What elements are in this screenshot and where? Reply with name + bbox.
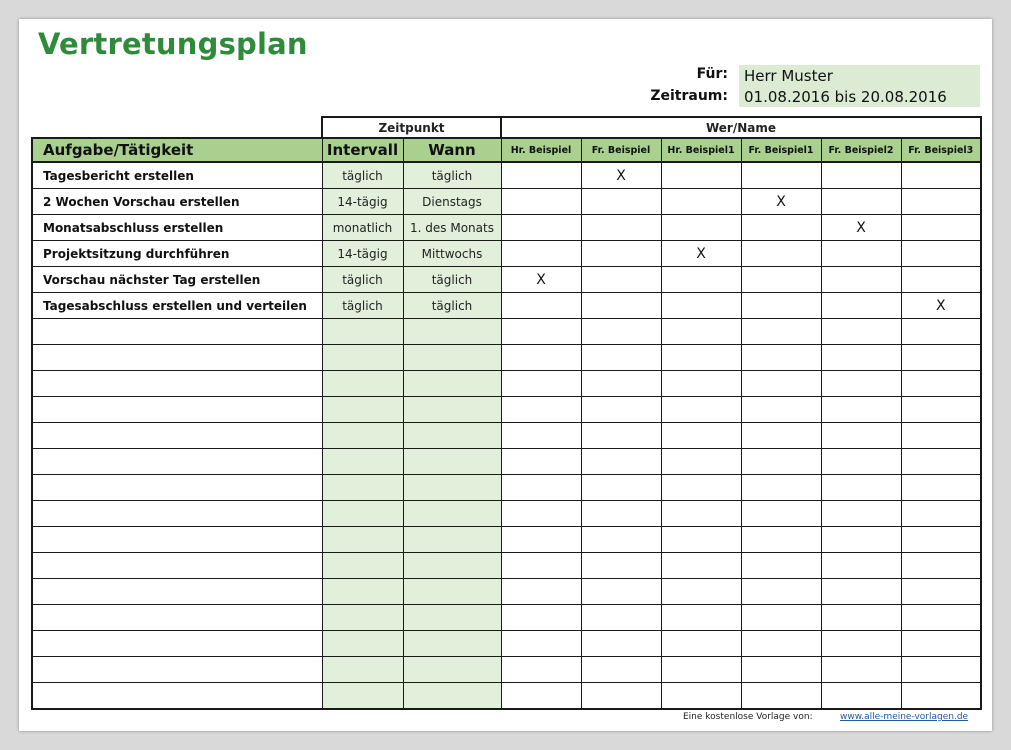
footer-link[interactable]: www.alle-meine-vorlagen.de <box>840 712 969 722</box>
assignment-cell[interactable] <box>741 631 821 657</box>
assignment-cell[interactable] <box>501 683 581 710</box>
assignment-cell[interactable] <box>501 293 581 319</box>
wann-cell[interactable] <box>403 319 501 345</box>
task-cell[interactable] <box>32 683 322 710</box>
assignment-cell[interactable] <box>501 527 581 553</box>
assignment-cell[interactable] <box>581 527 661 553</box>
assignment-cell[interactable] <box>821 501 901 527</box>
wann-cell[interactable]: täglich <box>403 293 501 319</box>
intervall-cell[interactable]: 14-tägig <box>322 189 403 215</box>
task-cell[interactable] <box>32 631 322 657</box>
assignment-cell[interactable] <box>821 293 901 319</box>
task-cell[interactable] <box>32 475 322 501</box>
assignment-cell[interactable] <box>741 162 821 189</box>
assignment-cell[interactable] <box>741 267 821 293</box>
person-column-header: Fr. Beispiel <box>581 138 661 162</box>
task-cell[interactable] <box>32 319 322 345</box>
assignment-cell[interactable] <box>901 579 981 605</box>
assignment-cell[interactable] <box>901 501 981 527</box>
assignment-cell[interactable] <box>661 423 741 449</box>
intervall-cell[interactable] <box>322 579 403 605</box>
assignment-cell[interactable] <box>901 449 981 475</box>
wann-column-header: Wann <box>403 138 501 162</box>
assignment-cell[interactable] <box>741 605 821 631</box>
empty-corner <box>32 117 322 138</box>
assignment-cell[interactable] <box>821 683 901 710</box>
task-cell[interactable] <box>32 501 322 527</box>
assignment-cell[interactable] <box>501 345 581 371</box>
assignment-cell[interactable] <box>821 241 901 267</box>
assignment-cell[interactable] <box>821 579 901 605</box>
assignment-cell[interactable] <box>901 189 981 215</box>
wann-cell[interactable] <box>403 345 501 371</box>
task-cell[interactable] <box>32 345 322 371</box>
assignment-cell[interactable] <box>661 215 741 241</box>
intervall-cell[interactable] <box>322 527 403 553</box>
intervall-cell[interactable] <box>322 501 403 527</box>
assignment-cell[interactable] <box>901 241 981 267</box>
intervall-cell[interactable] <box>322 475 403 501</box>
assignment-cell[interactable] <box>581 345 661 371</box>
assignment-cell[interactable] <box>821 475 901 501</box>
intervall-cell[interactable] <box>322 657 403 683</box>
table-row <box>32 241 981 267</box>
task-cell[interactable] <box>32 657 322 683</box>
wann-cell[interactable] <box>403 527 501 553</box>
assignment-cell[interactable] <box>741 657 821 683</box>
assignment-cell[interactable] <box>661 162 741 189</box>
assignment-cell[interactable] <box>661 683 741 710</box>
task-cell[interactable]: 2 Wochen Vorschau erstellen <box>32 189 322 215</box>
assignment-cell[interactable] <box>581 631 661 657</box>
assignment-cell[interactable] <box>501 579 581 605</box>
assignment-cell[interactable] <box>821 423 901 449</box>
wann-cell[interactable] <box>403 579 501 605</box>
assignment-cell[interactable] <box>581 267 661 293</box>
assignment-cell[interactable] <box>741 475 821 501</box>
assignment-cell[interactable] <box>741 241 821 267</box>
assignment-cell[interactable] <box>581 293 661 319</box>
assignment-cell[interactable] <box>741 553 821 579</box>
assignment-cell[interactable] <box>901 553 981 579</box>
task-cell[interactable] <box>32 397 322 423</box>
wann-cell[interactable] <box>403 449 501 475</box>
assignment-cell[interactable] <box>581 579 661 605</box>
assignment-cell[interactable] <box>901 371 981 397</box>
assignment-cell[interactable] <box>661 527 741 553</box>
assignment-cell[interactable] <box>901 267 981 293</box>
assignment-cell[interactable] <box>821 527 901 553</box>
intervall-cell[interactable]: täglich <box>322 293 403 319</box>
empty-table-row <box>32 449 981 475</box>
assignment-cell[interactable] <box>581 319 661 345</box>
assignment-cell[interactable] <box>741 449 821 475</box>
task-cell[interactable] <box>32 371 322 397</box>
assignment-cell[interactable] <box>821 189 901 215</box>
assignment-cell[interactable] <box>741 501 821 527</box>
empty-table-row <box>32 657 981 683</box>
spreadsheet-page <box>19 19 992 731</box>
assignment-cell[interactable] <box>501 241 581 267</box>
assignment-cell[interactable] <box>501 423 581 449</box>
assignment-cell[interactable] <box>661 371 741 397</box>
assignment-cell[interactable] <box>661 657 741 683</box>
wer-name-group-header: Wer/Name <box>501 117 981 138</box>
assignment-cell[interactable] <box>741 371 821 397</box>
assignment-cell[interactable] <box>661 605 741 631</box>
assignment-cell[interactable] <box>501 319 581 345</box>
wann-cell[interactable]: Dienstags <box>403 189 501 215</box>
assignment-cell[interactable] <box>741 397 821 423</box>
assignment-cell[interactable] <box>901 527 981 553</box>
empty-table-row <box>32 371 981 397</box>
assignment-cell[interactable] <box>581 683 661 710</box>
assignment-cell[interactable] <box>661 579 741 605</box>
assignment-cell[interactable] <box>741 345 821 371</box>
fuer-value-field[interactable]: Herr Muster <box>739 65 980 86</box>
table-row <box>32 215 981 241</box>
assignment-cell[interactable] <box>741 423 821 449</box>
assignment-cell[interactable] <box>501 215 581 241</box>
assignment-cell[interactable] <box>741 683 821 710</box>
empty-table-row <box>32 683 981 710</box>
assignment-cell[interactable] <box>501 397 581 423</box>
assignment-cell[interactable] <box>661 501 741 527</box>
task-cell[interactable]: Vorschau nächster Tag erstellen <box>32 267 322 293</box>
assignment-cell[interactable] <box>821 162 901 189</box>
wann-cell[interactable] <box>403 475 501 501</box>
assignment-cell[interactable] <box>901 397 981 423</box>
assignment-cell[interactable] <box>901 657 981 683</box>
assignment-cell[interactable] <box>901 162 981 189</box>
assignment-cell[interactable] <box>501 162 581 189</box>
intervall-cell[interactable] <box>322 397 403 423</box>
table-row <box>32 162 981 189</box>
assignment-cell[interactable] <box>741 215 821 241</box>
assignment-cell[interactable] <box>821 631 901 657</box>
intervall-cell[interactable]: täglich <box>322 267 403 293</box>
assignment-cell[interactable] <box>581 605 661 631</box>
assignment-cell[interactable] <box>661 189 741 215</box>
assignment-cell[interactable] <box>821 345 901 371</box>
table-row <box>32 189 981 215</box>
assignment-cell[interactable] <box>581 475 661 501</box>
intervall-cell[interactable]: monatlich <box>322 215 403 241</box>
table-row <box>32 267 981 293</box>
empty-table-row <box>32 501 981 527</box>
assignment-cell[interactable] <box>661 631 741 657</box>
column-header-row <box>32 138 981 162</box>
empty-table-row <box>32 397 981 423</box>
assignment-cell[interactable] <box>661 553 741 579</box>
intervall-cell[interactable] <box>322 449 403 475</box>
wann-cell[interactable] <box>403 657 501 683</box>
assignment-cell[interactable] <box>821 397 901 423</box>
assignment-cell[interactable] <box>901 605 981 631</box>
zeitraum-label: Zeitraum: <box>650 88 728 104</box>
plan-body <box>32 162 981 709</box>
person-column-header: Hr. Beispiel <box>501 138 581 162</box>
intervall-cell[interactable]: täglich <box>322 162 403 189</box>
assignment-cell[interactable] <box>501 449 581 475</box>
task-cell[interactable] <box>32 527 322 553</box>
table-row <box>32 293 981 319</box>
assignment-cell[interactable] <box>501 371 581 397</box>
person-column-header: Fr. Beispiel2 <box>821 138 901 162</box>
assignment-cell[interactable] <box>661 475 741 501</box>
assignment-cell[interactable] <box>501 475 581 501</box>
task-cell[interactable] <box>32 579 322 605</box>
footer-credit-text: Eine kostenlose Vorlage von: <box>683 712 813 722</box>
task-cell[interactable] <box>32 605 322 631</box>
intervall-cell[interactable] <box>322 683 403 710</box>
assignment-cell[interactable] <box>901 215 981 241</box>
person-column-header: Fr. Beispiel1 <box>741 138 821 162</box>
empty-table-row <box>32 527 981 553</box>
task-cell[interactable] <box>32 423 322 449</box>
assignment-cell[interactable] <box>821 371 901 397</box>
wann-cell[interactable] <box>403 631 501 657</box>
assignment-cell[interactable] <box>661 293 741 319</box>
fuer-label: Für: <box>696 66 728 82</box>
assignment-cell[interactable]: X <box>661 241 741 267</box>
assignment-cell[interactable] <box>821 657 901 683</box>
assignment-cell[interactable] <box>581 189 661 215</box>
person-column-header: Hr. Beispiel1 <box>661 138 741 162</box>
assignment-cell[interactable] <box>661 449 741 475</box>
plan-table <box>31 116 982 710</box>
empty-table-row <box>32 423 981 449</box>
assignment-cell[interactable] <box>581 241 661 267</box>
task-cell[interactable]: Tagesabschluss erstellen und verteilen <box>32 293 322 319</box>
assignment-cell[interactable] <box>741 319 821 345</box>
empty-table-row <box>32 319 981 345</box>
intervall-column-header: Intervall <box>322 138 403 162</box>
assignment-cell[interactable]: X <box>901 293 981 319</box>
task-column-header: Aufgabe/Tätigkeit <box>32 138 322 162</box>
assignment-cell[interactable] <box>821 449 901 475</box>
assignment-cell[interactable] <box>581 397 661 423</box>
assignment-cell[interactable] <box>901 475 981 501</box>
assignment-cell[interactable] <box>501 631 581 657</box>
assignment-cell[interactable] <box>501 189 581 215</box>
assignment-cell[interactable] <box>661 397 741 423</box>
empty-table-row <box>32 475 981 501</box>
assignment-cell[interactable] <box>901 423 981 449</box>
task-cell[interactable]: Tagesbericht erstellen <box>32 162 322 189</box>
assignment-cell[interactable] <box>821 553 901 579</box>
person-column-header: Fr. Beispiel3 <box>901 138 981 162</box>
assignment-cell[interactable] <box>901 345 981 371</box>
wann-cell[interactable] <box>403 371 501 397</box>
intervall-cell[interactable] <box>322 605 403 631</box>
wann-cell[interactable]: täglich <box>403 162 501 189</box>
intervall-cell[interactable] <box>322 631 403 657</box>
assignment-cell[interactable] <box>581 423 661 449</box>
assignment-cell[interactable] <box>581 501 661 527</box>
assignment-cell[interactable] <box>901 631 981 657</box>
intervall-cell[interactable] <box>322 371 403 397</box>
assignment-cell[interactable] <box>741 579 821 605</box>
task-cell[interactable]: Monatsabschluss erstellen <box>32 215 322 241</box>
wann-cell[interactable] <box>403 397 501 423</box>
intervall-cell[interactable] <box>322 319 403 345</box>
assignment-cell[interactable] <box>821 319 901 345</box>
assignment-cell[interactable] <box>501 501 581 527</box>
assignment-cell[interactable] <box>501 657 581 683</box>
wann-cell[interactable]: täglich <box>403 267 501 293</box>
wann-cell[interactable] <box>403 605 501 631</box>
assignment-cell[interactable] <box>581 215 661 241</box>
assignment-cell[interactable] <box>901 319 981 345</box>
assignment-cell[interactable] <box>501 553 581 579</box>
zeitpunkt-group-header: Zeitpunkt <box>322 117 501 138</box>
empty-table-row <box>32 345 981 371</box>
assignment-cell[interactable] <box>661 319 741 345</box>
empty-table-row <box>32 579 981 605</box>
assignment-cell[interactable] <box>741 527 821 553</box>
assignment-cell[interactable] <box>661 345 741 371</box>
empty-table-row <box>32 553 981 579</box>
assignment-cell[interactable] <box>581 657 661 683</box>
assignment-cell[interactable]: X <box>501 267 581 293</box>
assignment-cell[interactable] <box>661 267 741 293</box>
assignment-cell[interactable] <box>581 449 661 475</box>
empty-table-row <box>32 631 981 657</box>
group-header-row <box>32 117 981 138</box>
zeitraum-value-field[interactable]: 01.08.2016 bis 20.08.2016 <box>739 86 980 107</box>
assignment-cell[interactable] <box>581 371 661 397</box>
assignment-cell[interactable] <box>741 293 821 319</box>
wann-cell[interactable] <box>403 553 501 579</box>
wann-cell[interactable]: 1. des Monats <box>403 215 501 241</box>
page-title: Vertretungsplan <box>38 27 308 61</box>
assignment-cell[interactable] <box>821 267 901 293</box>
assignment-cell[interactable]: X <box>741 189 821 215</box>
task-cell[interactable] <box>32 553 322 579</box>
intervall-cell[interactable] <box>322 345 403 371</box>
assignment-cell[interactable] <box>581 553 661 579</box>
assignment-cell[interactable]: X <box>821 215 901 241</box>
wann-cell[interactable] <box>403 501 501 527</box>
intervall-cell[interactable] <box>322 553 403 579</box>
intervall-cell[interactable]: 14-tägig <box>322 241 403 267</box>
task-cell[interactable] <box>32 449 322 475</box>
assignment-cell[interactable] <box>821 605 901 631</box>
wann-cell[interactable]: Mittwochs <box>403 241 501 267</box>
assignment-cell[interactable]: X <box>581 162 661 189</box>
wann-cell[interactable] <box>403 423 501 449</box>
intervall-cell[interactable] <box>322 423 403 449</box>
task-cell[interactable]: Projektsitzung durchführen <box>32 241 322 267</box>
assignment-cell[interactable] <box>901 683 981 710</box>
assignment-cell[interactable] <box>501 605 581 631</box>
wann-cell[interactable] <box>403 683 501 710</box>
empty-table-row <box>32 605 981 631</box>
